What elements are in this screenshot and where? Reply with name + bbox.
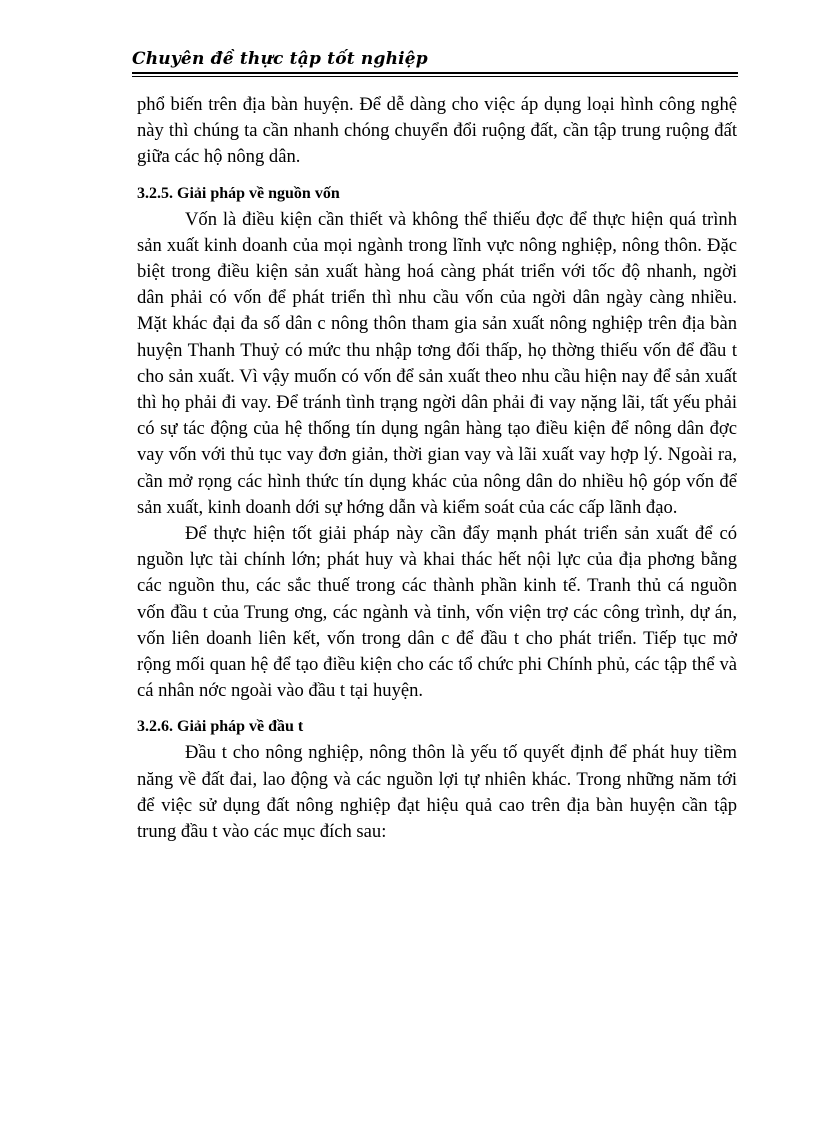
paragraph-continued: phổ biến trên địa bàn huyện. Để dễ dàng cho việc áp dụng loại hình công nghệ này thì chúng ta cần nhanh chóng chuyển đổi ruộng đất, cần tập trung ruộng đất giữa các hộ nông dân.	[137, 94, 737, 168]
page-header-title: Chuyên đề thực tập tốt nghiệp	[132, 49, 428, 69]
header-rule-thin	[132, 76, 738, 77]
section-heading-investment: 3.2.6. Giải pháp về đầu t	[137, 718, 304, 736]
header-rule-thick	[132, 72, 738, 74]
paragraph-capital-2: Để thực hiện tốt giải pháp này cần đẩy mạnh phát triển sản xuất để có nguồn lực tài chính lớn; phát huy và khai thác hết nội lực của địa phơng bằng các nguồn thu, các sắc thuế trong các thành phần kinh tế. Tranh thủ cá nguồn vốn đầu t của Trung ơng, các ngành và tỉnh, vốn viện trợ các công trình, dự án, vốn liên doanh liên kết, vốn trong dân c để đầu t cho phát triển. Tiếp tục mở rộng mối quan hệ để tạo điều kiện cho các tổ chức phi Chính phủ, các tập thể và cá nhân nớc ngoài vào đầu t tại huyện.	[137, 523, 737, 702]
document-body	[137, 92, 737, 845]
paragraph-capital-1: Vốn là điều kiện cần thiết và không thể thiếu đợc để thực hiện quá trình sản xuất kinh doanh của mọi ngành trong lĩnh vực nông nghiệp, nông thôn. Đặc biệt trong điều kiện sản xuất hàng hoá càng phát triển với tốc độ nhanh, ngời dân phải có vốn để phát triển thì nhu cầu vốn của ngời dân ngày càng nhiều. Mặt khác đại đa số dân c nông thôn tham gia sản xuất nông nghiệp trên địa bàn huyện Thanh Thuỷ có mức thu nhập tơng đối thấp, họ thờng thiếu vốn để đầu t cho sản xuất. Vì vậy muốn có vốn để sản xuất theo nhu cầu hiện nay để sản xuất thì họ phải đi vay. Để tránh tình trạng ngời dân phải đi vay nặng lãi, tất yếu phải có sự tác động của hệ thống tín dụng ngân hàng tạo điều kiện để nông dân đợc vay vốn với thủ tục vay đơn giản, thời gian vay và lãi xuất vay hợp lý. Ngoài ra, cần mở rọng các hình thức tín dụng khác của nông dân do nhiều hộ góp vốn để sản xuất, kinh doanh dới sự hớng dẫn và kiểm soát của các cấp lãnh đạo.	[137, 208, 737, 518]
paragraph-investment-1: Đầu t cho nông nghiệp, nông thôn là yếu tố quyết định để phát huy tiềm năng về đất đai, lao động và các nguồn lợi tự nhiên khác. Trong những năm tới để việc sử dụng đất nông nghiệp đạt hiệu quả cao trên địa bàn huyện cần tập trung đầu t vào các mục đích sau:	[137, 742, 737, 843]
section-heading-capital: 3.2.5. Giải pháp về nguồn vốn	[137, 184, 340, 202]
